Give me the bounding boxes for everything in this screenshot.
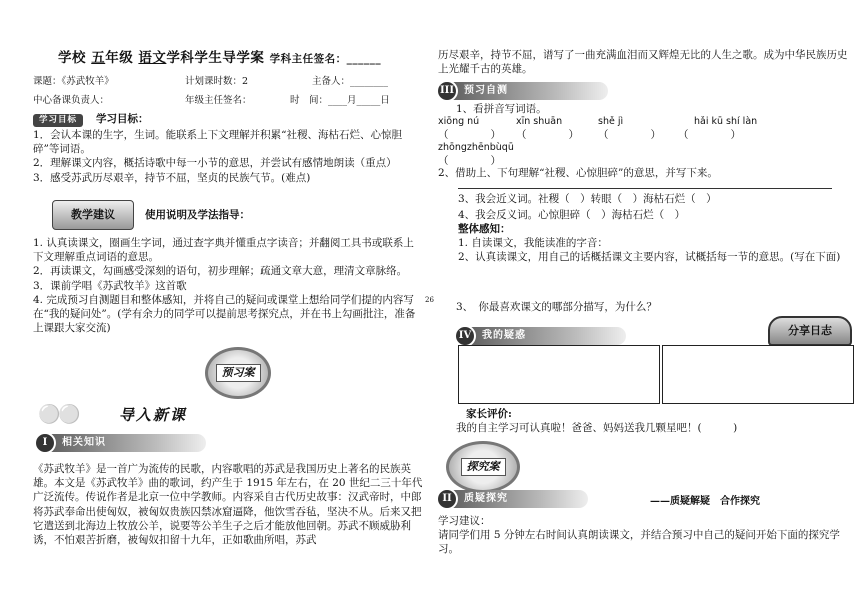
teaching-tip-badge: 教学建议 bbox=[52, 200, 134, 230]
grade-head: 年级主任签名： bbox=[185, 95, 252, 106]
q1: 1、看拼音写词语。 bbox=[456, 103, 547, 115]
parent-heading: 家长评价: bbox=[466, 408, 512, 420]
parent-text: 我的自主学习可认真啦！爸爸、妈妈送我几颗星吧！( ) bbox=[456, 422, 738, 434]
goal-item: 1．会认本课的生字，生词。能联系上下文理解并积累“社稷、海枯石烂、心惊胆碎”等词语。 bbox=[33, 129, 403, 156]
goal-item: 2．理解课文内容，概括诗歌中每一小节的意思，并尝试有感情地朗读（重点） bbox=[33, 157, 397, 170]
preparer: 主备人：________ bbox=[312, 76, 389, 87]
test-banner: III 预习自测 bbox=[438, 82, 608, 100]
answer-blank[interactable]: （ ） bbox=[678, 129, 741, 141]
usage-heading: 使用说明及学法指导： bbox=[145, 209, 250, 221]
answer-blank[interactable]: （ ） bbox=[438, 155, 501, 167]
doubt-box-left[interactable] bbox=[458, 345, 660, 404]
usage-item: 1. 认真读课文，圈画生字词，通过查字典并懂重点字读音；并翻阅工具书或联系上下文理解重点词语的意思。 bbox=[33, 237, 414, 264]
question-banner: II 质疑探究 bbox=[438, 490, 588, 508]
topic: 课题：《苏武牧羊》 bbox=[33, 76, 114, 87]
goals-heading: 学习目标： bbox=[96, 113, 149, 125]
continue-text: 历尽艰辛，持节不屈，谱写了一曲充满血泪而又辉煌无比的人生之歌。成为中华民族历史上光耀千古的英雄。 bbox=[438, 49, 848, 76]
goals-tag: 学习目标 bbox=[33, 112, 83, 127]
answer-line[interactable] bbox=[458, 188, 832, 189]
page-number: 26 bbox=[425, 296, 434, 304]
glasses-icon: ⚪⚪ bbox=[38, 403, 79, 425]
knowledge-banner: I 相关知识 bbox=[36, 434, 206, 452]
usage-list bbox=[33, 236, 423, 335]
intro-title: 导入新课 bbox=[118, 405, 187, 424]
page-title: 学校 五年级 语文学科学生导学案 学科主任签名：______ bbox=[58, 50, 382, 66]
date-field: 时 间：____月_____日 bbox=[290, 95, 390, 106]
goal-item: 3．感受苏武历尽艰辛，持节不屈，坚贞的民族气节。(难点) bbox=[33, 171, 311, 184]
advice-text: 请同学们用 5 分钟左右时间认真朗读课文，并结合预习中自己的疑问开始下面的探究学习。 bbox=[438, 529, 840, 556]
overall-heading: 整体感知： bbox=[458, 223, 511, 235]
answer-blank[interactable]: （ ） bbox=[516, 129, 579, 141]
hours: 计划课时数：2 bbox=[185, 76, 249, 87]
preview-stamp: 预习案 bbox=[205, 347, 271, 399]
explore-stamp: 探究案 bbox=[446, 441, 520, 493]
usage-item: 2．再读课文，勾画感受深刻的语句，初步理解；疏通文章大意，理清文章脉络。 bbox=[33, 265, 408, 278]
doubt-box-right[interactable] bbox=[662, 345, 854, 404]
advice-heading: 学习建议： bbox=[438, 515, 491, 527]
overall-2: 2、认真读课文，用自己的话概括课文主要内容，试概括每一节的意思。(写在下面) bbox=[458, 251, 841, 263]
center-head: 中心备课负责人： bbox=[33, 95, 110, 106]
pinyin-item: zhōngzhēnbùqū bbox=[438, 142, 514, 153]
usage-item: 4. 完成预习自测题目和整体感知，并将自己的疑问或课堂上想给同学们提的内容写在“我的疑问处”。(学有余力的同学可以提前思考探究点，并在书上勾画批注，准备上课跟大家交流) bbox=[33, 293, 416, 335]
q4: 4、我会反义词。心惊胆碎（ ）海枯石烂（ ） bbox=[458, 209, 686, 221]
supervisor-sign: 学科主任签名：______ bbox=[269, 53, 382, 65]
answer-blank[interactable]: （ ） bbox=[598, 129, 661, 141]
knowledge-text: 《苏武牧羊》是一首广为流传的民歌，内容歌唱的苏武是我国历史上著名的民族英雄。本文是《苏武牧羊》曲的歌词，约产生于 1915 年左右，在 20 世纪二三十年代广泛流传。传说作者是北京一位中学教师。内容采自古代历史故事：汉武帝时，中郎将苏武奉命出使匈奴，被匈奴贵族囚禁冰窟逼降，他饮雪吞毡，坚决不从。后来又把它遣送到北海边上牧放公羊，说要等公羊生子之后才能放他回朝。苏武不顾威胁利诱，不怕艰苦折磨，被匈奴扣留十九年，正如歌曲所唱，苏武 bbox=[33, 463, 423, 546]
usage-item: 3．课前学唱《苏武牧羊》这首歌 bbox=[33, 279, 187, 292]
intro-banner bbox=[38, 404, 238, 426]
answer-blank[interactable]: （ ） bbox=[438, 129, 501, 141]
overall-3: 3、 你最喜欢课文的哪部分描写，为什么？ bbox=[456, 301, 657, 313]
q2: 2、借助上、下句理解“社稷、心惊胆碎”的意思，并写下来。 bbox=[438, 167, 718, 179]
question-sub: ——质疑解疑 合作探究 bbox=[650, 496, 760, 507]
q3: 3、我会近义词。社稷（ ）转眼（ ）海枯石烂（ ） bbox=[458, 193, 717, 205]
doubt-banner: IV 我的疑惑 bbox=[456, 327, 626, 345]
goals-list bbox=[33, 128, 423, 185]
right-column: 历尽艰辛，持节不屈，谱写了一曲充满血泪而又辉煌无比的人生之歌。成为中华民族历史上光耀千古的英雄。 III 预习自测 1、看拼音写词语。 xiōng nú xīn shuān shě jì hǎi kū shí làn （ ） （ ） （ ） （ ） zhōngzhēnbùqū （ ） 2、借助上、下句理解“社稷、心惊胆碎”的意思，并写下来。 3、我会近义词。社稷（ ）转眼（ ）海枯石烂（ ） 4、我会反义词。心惊胆碎（ ）海枯石烂（ ） 整体感知： 1. 自读课文，我能读准的字音： 2、认真读课文，用自己的话概括课文主要内容，试概括每一节的意思。(写在下面) 3、 你最喜欢课文的哪部分描写，为什么？ IV 我的疑惑 分享日志 家长评价: 我的自主学习可认真啦！爸爸、妈妈送我几颗星吧！( ) 探究案 II 质疑探究 ——质疑解疑 合作探究 学习建议： 请同学们用 5 分钟左右时间认真朗读课文，并结合预习中自己的疑问开始下面的探究学习。 bbox=[438, 0, 860, 607]
share-log-badge: 分享日志 bbox=[768, 316, 852, 346]
overall-1: 1. 自读课文，我能读准的字音： bbox=[458, 237, 608, 249]
